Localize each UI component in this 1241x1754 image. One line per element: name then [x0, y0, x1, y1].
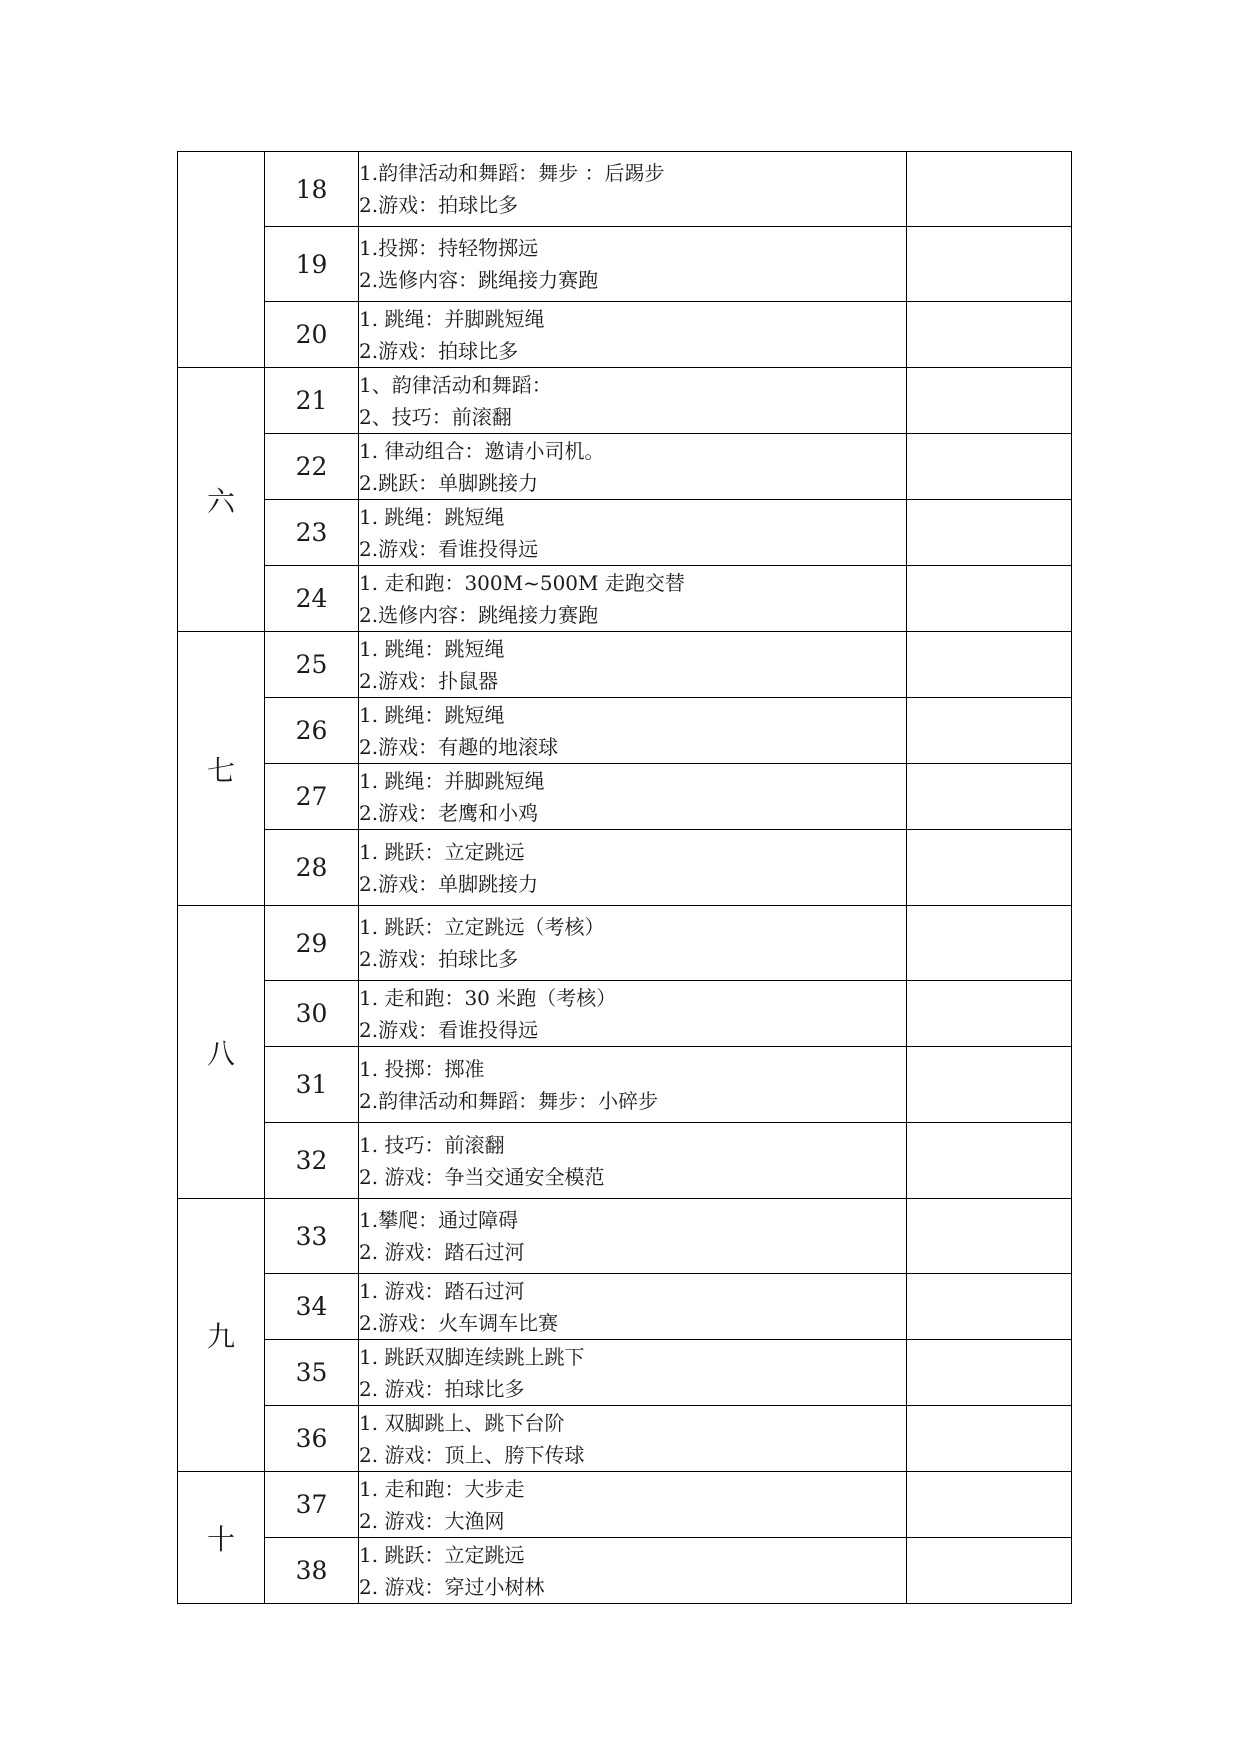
content-line: 1. 跳跃双脚连续跳上跳下: [359, 1344, 585, 1369]
content-line: 2. 游戏：穿过小树林: [359, 1574, 545, 1599]
table-row: [178, 227, 1072, 302]
table-row: [178, 1274, 1072, 1340]
lesson-number-cell: 31: [265, 1047, 359, 1123]
lesson-number-cell: 29: [265, 906, 359, 981]
content-line: 2.韵律活动和舞蹈：舞步：小碎步: [359, 1088, 659, 1113]
table-row: [178, 152, 1072, 227]
table-row: [178, 500, 1072, 566]
lesson-content-cell: [359, 632, 907, 698]
notes-cell: [907, 302, 1072, 368]
notes-cell: [907, 227, 1072, 302]
lesson-number-cell: 22: [265, 434, 359, 500]
content-line: 2. 游戏：争当交通安全模范: [359, 1164, 605, 1189]
table-row: [178, 434, 1072, 500]
content-line: 1. 跳跃：立定跳远: [359, 839, 525, 864]
content-line: 2.游戏：单脚跳接力: [359, 871, 539, 896]
table-row: [178, 1538, 1072, 1604]
content-line: 2.游戏：拍球比多: [359, 338, 519, 363]
lesson-number-cell: 37: [265, 1472, 359, 1538]
notes-cell: [907, 152, 1072, 227]
notes-cell: [907, 500, 1072, 566]
content-line: 1.攀爬：通过障碍: [359, 1208, 519, 1232]
notes-cell: [907, 1274, 1072, 1340]
content-line: 2.跳跃：单脚跳接力: [359, 470, 539, 495]
lesson-content-cell: [359, 1538, 907, 1604]
lesson-content-cell: [359, 981, 907, 1047]
lesson-content-cell: [359, 830, 907, 906]
table-row: [178, 1340, 1072, 1406]
table-row: [178, 1047, 1072, 1123]
content-line: 2. 游戏：踏石过河: [359, 1240, 525, 1264]
content-line: 2、技巧：前滚翻: [359, 404, 512, 429]
lesson-number-cell: 24: [265, 566, 359, 632]
content-line: 1. 跳绳：并脚跳短绳: [359, 768, 545, 793]
lesson-content-cell: [359, 152, 907, 227]
notes-cell: [907, 1406, 1072, 1472]
notes-cell: [907, 1199, 1072, 1274]
content-line: 1. 跳跃：立定跳远（考核）: [359, 915, 605, 939]
week-cell: 九: [178, 1199, 265, 1472]
lesson-content-cell: [359, 1047, 907, 1123]
week-cell: 七: [178, 632, 265, 906]
notes-cell: [907, 1123, 1072, 1199]
week-cell: 六: [178, 368, 265, 632]
lesson-content-cell: [359, 1472, 907, 1538]
notes-cell: [907, 698, 1072, 764]
content-line: 1. 游戏：踏石过河: [359, 1278, 525, 1303]
content-line: 2.游戏：看谁投得远: [359, 1017, 539, 1042]
content-line: 1. 投掷：掷准: [359, 1056, 485, 1081]
content-line: 1.投掷：持轻物掷远: [359, 236, 539, 260]
lesson-content-cell: [359, 434, 907, 500]
content-line: 1、韵律活动和舞蹈：: [359, 372, 552, 397]
table-row: [178, 368, 1072, 434]
lesson-number-cell: 34: [265, 1274, 359, 1340]
content-line: 1. 技巧：前滚翻: [359, 1132, 505, 1157]
lesson-number-cell: 18: [265, 152, 359, 227]
lesson-number-cell: 28: [265, 830, 359, 906]
content-line: 1. 跳绳：跳短绳: [359, 504, 505, 529]
lesson-plan-body: [178, 152, 1072, 1604]
lesson-number-cell: 27: [265, 764, 359, 830]
lesson-content-cell: [359, 566, 907, 632]
table-row: [178, 906, 1072, 981]
lesson-content-cell: [359, 764, 907, 830]
lesson-number-cell: 25: [265, 632, 359, 698]
lesson-content-cell: [359, 227, 907, 302]
lesson-content-cell: [359, 1274, 907, 1340]
table-row: [178, 632, 1072, 698]
content-line: 2. 游戏：顶上、胯下传球: [359, 1442, 585, 1467]
lesson-number-cell: 36: [265, 1406, 359, 1472]
table-row: [178, 764, 1072, 830]
table-row: [178, 981, 1072, 1047]
lesson-content-cell: [359, 1199, 907, 1274]
notes-cell: [907, 1538, 1072, 1604]
content-line: 2. 游戏：拍球比多: [359, 1376, 525, 1401]
content-line: 2.游戏：拍球比多: [359, 193, 519, 217]
content-line: 1. 走和跑：300M~500M 走跑交替: [359, 570, 685, 595]
notes-cell: [907, 981, 1072, 1047]
notes-cell: [907, 830, 1072, 906]
notes-cell: [907, 906, 1072, 981]
content-line: 2.游戏：看谁投得远: [359, 536, 539, 561]
content-line: 2.游戏：扑鼠器: [359, 668, 499, 693]
lesson-number-cell: 20: [265, 302, 359, 368]
content-line: 1. 跳绳：跳短绳: [359, 636, 505, 661]
lesson-content-cell: [359, 302, 907, 368]
table-row: [178, 1406, 1072, 1472]
content-line: 2.游戏：拍球比多: [359, 947, 519, 971]
content-line: 1. 跳绳：并脚跳短绳: [359, 306, 545, 331]
notes-cell: [907, 1340, 1072, 1406]
notes-cell: [907, 566, 1072, 632]
table-row: [178, 830, 1072, 906]
content-line: 2.游戏：有趣的地滚球: [359, 734, 559, 759]
lesson-number-cell: 38: [265, 1538, 359, 1604]
lesson-content-cell: [359, 906, 907, 981]
content-line: 1. 双脚跳上、跳下台阶: [359, 1410, 565, 1435]
lesson-number-cell: 30: [265, 981, 359, 1047]
notes-cell: [907, 1472, 1072, 1538]
lesson-content-cell: [359, 698, 907, 764]
content-line: 2.选修内容：跳绳接力赛跑: [359, 602, 599, 627]
notes-cell: [907, 764, 1072, 830]
lesson-number-cell: 19: [265, 227, 359, 302]
table-row: [178, 1472, 1072, 1538]
week-cell: [178, 152, 265, 368]
lesson-number-cell: 21: [265, 368, 359, 434]
content-line: 1. 律动组合：邀请小司机。: [359, 438, 605, 463]
lesson-number-cell: 33: [265, 1199, 359, 1274]
lesson-content-cell: [359, 1340, 907, 1406]
lesson-number-cell: 32: [265, 1123, 359, 1199]
table-row: [178, 1123, 1072, 1199]
content-line: 2.游戏：老鹰和小鸡: [359, 800, 539, 825]
content-line: 2. 游戏：大渔网: [359, 1508, 505, 1533]
lesson-number-cell: 23: [265, 500, 359, 566]
notes-cell: [907, 632, 1072, 698]
lesson-number-cell: 26: [265, 698, 359, 764]
lesson-plan-table: [177, 151, 1072, 1604]
content-line: 2.游戏：火车调车比赛: [359, 1310, 559, 1335]
content-line: 1. 跳绳：跳短绳: [359, 702, 505, 727]
table-row: [178, 566, 1072, 632]
table-row: [178, 302, 1072, 368]
lesson-content-cell: [359, 368, 907, 434]
notes-cell: [907, 434, 1072, 500]
lesson-content-cell: [359, 1406, 907, 1472]
content-line: 1. 走和跑：大步走: [359, 1476, 525, 1501]
content-line: 1. 跳跃：立定跳远: [359, 1542, 525, 1567]
lesson-content-cell: [359, 500, 907, 566]
lesson-content-cell: [359, 1123, 907, 1199]
content-line: 1.韵律活动和舞蹈：舞步 ：后踢步: [359, 161, 665, 185]
content-line: 2.选修内容：跳绳接力赛跑: [359, 268, 599, 292]
notes-cell: [907, 1047, 1072, 1123]
week-cell: 十: [178, 1472, 265, 1604]
table-row: [178, 698, 1072, 764]
week-cell: 八: [178, 906, 265, 1199]
table-row: [178, 1199, 1072, 1274]
notes-cell: [907, 368, 1072, 434]
lesson-number-cell: 35: [265, 1340, 359, 1406]
content-line: 1. 走和跑：30 米跑（考核）: [359, 985, 617, 1010]
